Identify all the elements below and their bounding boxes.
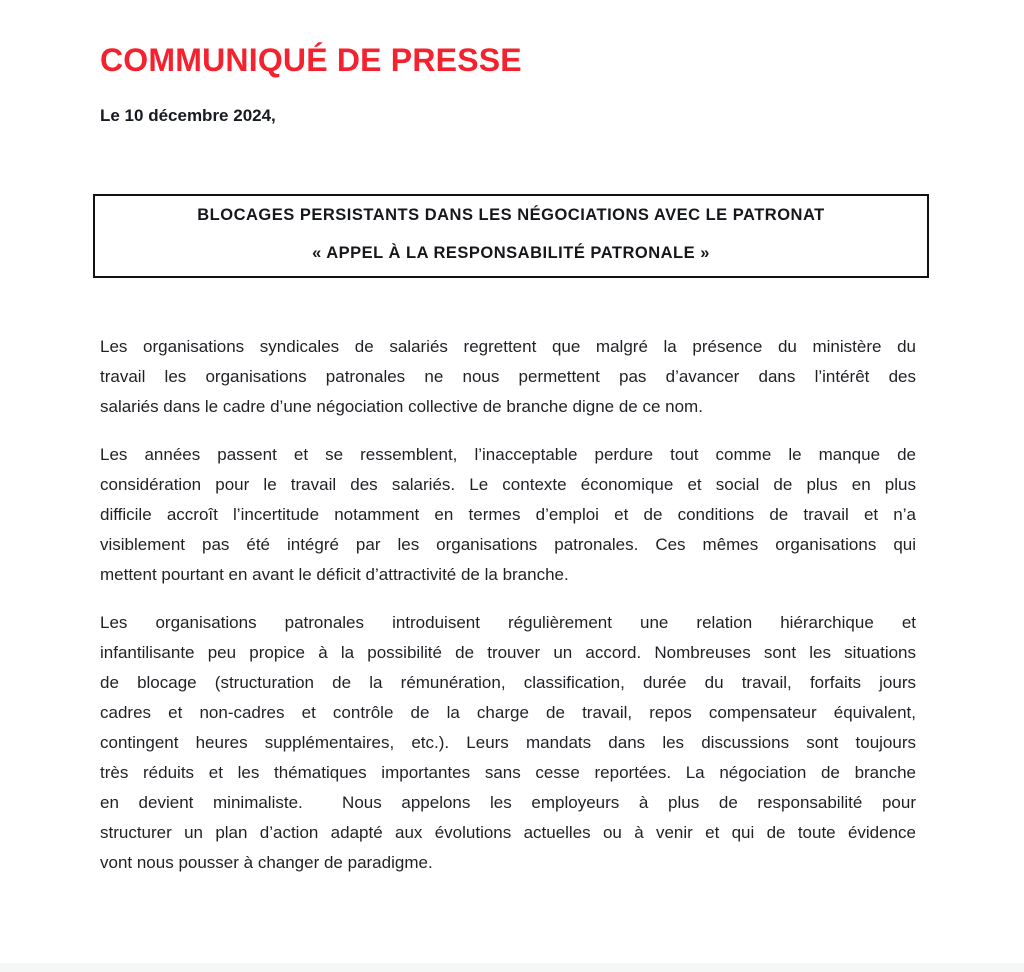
page-bottom-edge bbox=[0, 963, 1024, 972]
paragraph-line: vont nous pousser à changer de paradigme. bbox=[100, 853, 433, 872]
paragraph-line: Les organisations patronales introduisent régulièrement une relation hiérarchique et bbox=[100, 613, 916, 632]
paragraph-line: considération pour le travail des salariés. Le contexte économique et social de plus en plus bbox=[100, 475, 916, 494]
paragraph-line: difficile accroît l’incertitude notamment en termes d’emploi et de conditions de travail et n’a bbox=[100, 505, 916, 524]
paragraph-line: travail les organisations patronales ne nous permettent pas d’avancer dans l’intérêt des bbox=[100, 367, 916, 386]
paragraph-line: cadres et non-cadres et contrôle de la charge de travail, repos compensateur équivalent, bbox=[100, 703, 916, 722]
paragraph-line: mettent pourtant en avant le déficit d’attractivité de la branche. bbox=[100, 565, 569, 584]
paragraph-line: salariés dans le cadre d’une négociation collective de branche digne de ce nom. bbox=[100, 397, 703, 416]
paragraph-line: structurer un plan d’action adapté aux évolutions actuelles ou à venir et qui de toute évidence bbox=[100, 823, 916, 842]
paragraph-line: très réduits et les thématiques importantes sans cesse reportées. La négociation de branche bbox=[100, 763, 916, 782]
paragraph-line: de blocage (structuration de la rémunération, classification, durée du travail, forfaits jours bbox=[100, 673, 916, 692]
headline-line-2: « APPEL À LA RESPONSABILITÉ PATRONALE » bbox=[312, 244, 710, 262]
paragraph-line: Les organisations syndicales de salariés regrettent que malgré la présence du ministère du bbox=[100, 337, 916, 356]
paragraph-line: Les années passent et se ressemblent, l’inacceptable perdure tout comme le manque de bbox=[100, 445, 916, 464]
paragraph-line: contingent heures supplémentaires, etc.). Leurs mandats dans les discussions sont toujours bbox=[100, 733, 916, 752]
headline-line-1: BLOCAGES PERSISTANTS DANS LES NÉGOCIATIONS AVEC LE PATRONAT bbox=[197, 206, 825, 224]
paragraph bbox=[100, 332, 916, 422]
press-release-title: COMMUNIQUÉ DE PRESSE bbox=[100, 42, 522, 78]
date-line: Le 10 décembre 2024, bbox=[100, 106, 276, 125]
headline-box bbox=[93, 194, 929, 278]
paragraph-line: visiblement pas été intégré par les organisations patronales. Ces mêmes organisations qui bbox=[100, 535, 916, 554]
paragraph-line: en devient minimaliste. Nous appelons les employeurs à plus de responsabilité pour bbox=[100, 793, 916, 812]
paragraph bbox=[100, 440, 916, 590]
paragraph-line: infantilisante peu propice à la possibilité de trouver un accord. Nombreuses sont les situations bbox=[100, 643, 916, 662]
body-paragraphs bbox=[100, 332, 916, 896]
paragraph bbox=[100, 608, 916, 878]
